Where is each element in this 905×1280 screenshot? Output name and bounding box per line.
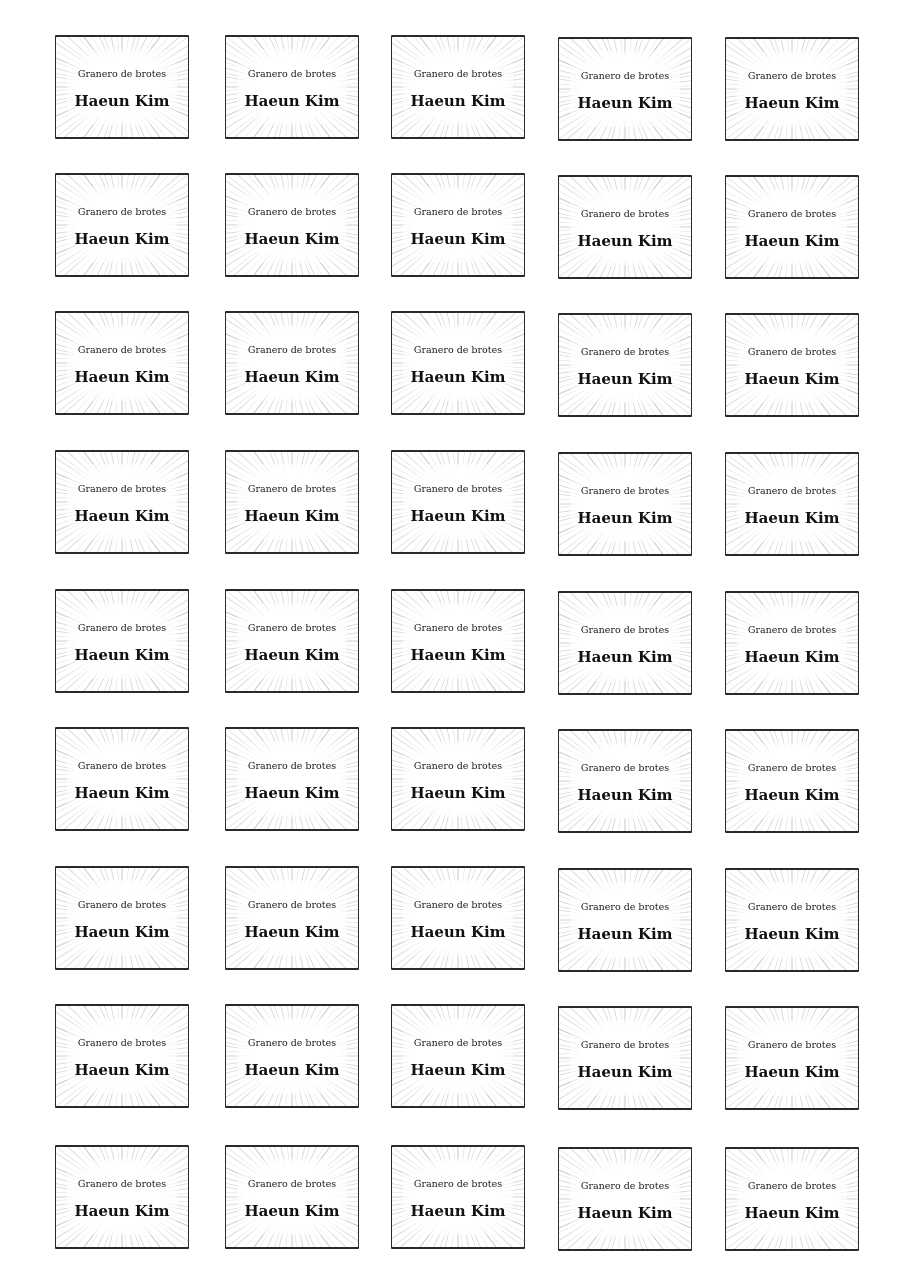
label-subtitle: Granero de brotes <box>580 902 670 913</box>
name-label-card <box>225 727 359 831</box>
label-subtitle: Granero de brotes <box>580 71 670 82</box>
label-name: Haeun Kim <box>244 507 340 525</box>
label-center-glow <box>403 187 514 263</box>
label-name: Haeun Kim <box>410 923 506 941</box>
label-subtitle: Granero de brotes <box>580 209 670 220</box>
label-name: Haeun Kim <box>744 1063 840 1081</box>
label-subtitle: Granero de brotes <box>77 1179 167 1190</box>
label-subtitle: Granero de brotes <box>747 209 837 220</box>
name-label-card <box>725 729 859 833</box>
name-label-card <box>225 450 359 554</box>
label-subtitle: Granero de brotes <box>77 484 167 495</box>
label-name: Haeun Kim <box>74 1202 170 1220</box>
name-label-card <box>55 450 189 554</box>
name-label-card <box>225 1145 359 1249</box>
label-name: Haeun Kim <box>744 925 840 943</box>
label-subtitle: Granero de brotes <box>580 1181 670 1192</box>
name-label-card <box>55 35 189 139</box>
name-label-card <box>55 1145 189 1249</box>
label-subtitle: Granero de brotes <box>413 623 503 634</box>
label-subtitle: Granero de brotes <box>77 207 167 218</box>
name-label-card <box>225 35 359 139</box>
label-name: Haeun Kim <box>744 1204 840 1222</box>
label-center-glow <box>737 51 848 127</box>
label-center-glow <box>737 189 848 265</box>
label-center-glow <box>403 603 514 679</box>
name-label-card <box>558 452 692 556</box>
label-subtitle: Granero de brotes <box>580 763 670 774</box>
label-center-glow <box>570 882 681 958</box>
label-name: Haeun Kim <box>244 92 340 110</box>
label-subtitle: Granero de brotes <box>747 763 837 774</box>
name-label-card <box>558 729 692 833</box>
name-label-card <box>55 589 189 693</box>
label-center-glow <box>67 464 178 540</box>
label-center-glow <box>67 880 178 956</box>
label-center-glow <box>237 187 348 263</box>
label-name: Haeun Kim <box>74 92 170 110</box>
name-label-card <box>225 311 359 415</box>
name-label-card <box>725 313 859 417</box>
label-name: Haeun Kim <box>244 923 340 941</box>
label-name: Haeun Kim <box>577 925 673 943</box>
label-subtitle: Granero de brotes <box>413 345 503 356</box>
label-center-glow <box>237 325 348 401</box>
label-subtitle: Granero de brotes <box>747 902 837 913</box>
name-label-card <box>391 866 525 970</box>
label-subtitle: Granero de brotes <box>247 207 337 218</box>
label-subtitle: Granero de brotes <box>580 625 670 636</box>
label-center-glow <box>403 880 514 956</box>
label-center-glow <box>737 466 848 542</box>
label-center-glow <box>237 1018 348 1094</box>
name-label-card <box>391 1145 525 1249</box>
label-center-glow <box>737 327 848 403</box>
label-subtitle: Granero de brotes <box>747 486 837 497</box>
label-center-glow <box>570 51 681 127</box>
name-label-card <box>225 866 359 970</box>
label-name: Haeun Kim <box>244 1061 340 1079</box>
label-subtitle: Granero de brotes <box>247 1179 337 1190</box>
label-name: Haeun Kim <box>744 94 840 112</box>
label-name: Haeun Kim <box>577 1204 673 1222</box>
label-subtitle: Granero de brotes <box>580 347 670 358</box>
label-subtitle: Granero de brotes <box>413 900 503 911</box>
name-label-card <box>725 591 859 695</box>
label-name: Haeun Kim <box>744 648 840 666</box>
label-center-glow <box>403 464 514 540</box>
label-center-glow <box>737 882 848 958</box>
label-name: Haeun Kim <box>74 1061 170 1079</box>
label-subtitle: Granero de brotes <box>413 484 503 495</box>
name-label-card <box>391 1004 525 1108</box>
label-center-glow <box>237 603 348 679</box>
label-subtitle: Granero de brotes <box>247 761 337 772</box>
name-label-card <box>391 450 525 554</box>
name-label-card <box>391 589 525 693</box>
label-subtitle: Granero de brotes <box>247 623 337 634</box>
label-center-glow <box>570 189 681 265</box>
label-subtitle: Granero de brotes <box>77 69 167 80</box>
label-name: Haeun Kim <box>744 509 840 527</box>
label-name: Haeun Kim <box>744 370 840 388</box>
name-label-card <box>558 868 692 972</box>
label-subtitle: Granero de brotes <box>77 1038 167 1049</box>
label-subtitle: Granero de brotes <box>413 69 503 80</box>
label-name: Haeun Kim <box>410 92 506 110</box>
label-name: Haeun Kim <box>744 232 840 250</box>
label-name: Haeun Kim <box>244 784 340 802</box>
name-label-card <box>725 37 859 141</box>
name-label-card <box>558 1006 692 1110</box>
label-subtitle: Granero de brotes <box>247 69 337 80</box>
name-label-card <box>725 175 859 279</box>
name-label-card <box>558 175 692 279</box>
label-subtitle: Granero de brotes <box>580 486 670 497</box>
label-name: Haeun Kim <box>410 1061 506 1079</box>
label-name: Haeun Kim <box>577 648 673 666</box>
name-label-card <box>558 1147 692 1251</box>
label-center-glow <box>67 325 178 401</box>
name-label-card <box>55 1004 189 1108</box>
name-label-card <box>558 591 692 695</box>
label-center-glow <box>237 1159 348 1235</box>
label-center-glow <box>237 880 348 956</box>
label-subtitle: Granero de brotes <box>247 900 337 911</box>
label-name: Haeun Kim <box>577 232 673 250</box>
label-center-glow <box>403 49 514 125</box>
name-label-card <box>55 173 189 277</box>
label-name: Haeun Kim <box>577 786 673 804</box>
name-label-card <box>725 1006 859 1110</box>
label-center-glow <box>737 1161 848 1237</box>
label-center-glow <box>737 605 848 681</box>
label-subtitle: Granero de brotes <box>247 1038 337 1049</box>
name-label-card <box>225 173 359 277</box>
name-label-card <box>391 35 525 139</box>
name-label-card <box>55 866 189 970</box>
label-name: Haeun Kim <box>410 368 506 386</box>
label-subtitle: Granero de brotes <box>747 71 837 82</box>
name-label-card <box>391 311 525 415</box>
label-name: Haeun Kim <box>410 507 506 525</box>
label-name: Haeun Kim <box>577 509 673 527</box>
label-name: Haeun Kim <box>244 1202 340 1220</box>
label-subtitle: Granero de brotes <box>747 1040 837 1051</box>
name-label-card <box>55 311 189 415</box>
label-name: Haeun Kim <box>410 646 506 664</box>
label-center-glow <box>67 741 178 817</box>
label-center-glow <box>67 603 178 679</box>
name-label-card <box>391 173 525 277</box>
label-name: Haeun Kim <box>74 507 170 525</box>
label-center-glow <box>237 464 348 540</box>
label-center-glow <box>403 1018 514 1094</box>
label-subtitle: Granero de brotes <box>77 345 167 356</box>
label-name: Haeun Kim <box>74 230 170 248</box>
label-subtitle: Granero de brotes <box>413 761 503 772</box>
label-name: Haeun Kim <box>74 784 170 802</box>
label-subtitle: Granero de brotes <box>413 207 503 218</box>
label-subtitle: Granero de brotes <box>247 484 337 495</box>
label-center-glow <box>570 1161 681 1237</box>
label-center-glow <box>570 743 681 819</box>
name-label-card <box>725 1147 859 1251</box>
label-name: Haeun Kim <box>74 646 170 664</box>
name-label-card <box>225 1004 359 1108</box>
label-center-glow <box>737 1020 848 1096</box>
label-subtitle: Granero de brotes <box>247 345 337 356</box>
name-label-card <box>725 452 859 556</box>
label-name: Haeun Kim <box>410 230 506 248</box>
label-name: Haeun Kim <box>577 94 673 112</box>
label-subtitle: Granero de brotes <box>77 761 167 772</box>
label-center-glow <box>403 1159 514 1235</box>
label-center-glow <box>237 741 348 817</box>
label-center-glow <box>570 327 681 403</box>
name-label-card <box>725 868 859 972</box>
label-center-glow <box>67 49 178 125</box>
label-name: Haeun Kim <box>744 786 840 804</box>
name-label-card <box>225 589 359 693</box>
label-center-glow <box>403 325 514 401</box>
label-center-glow <box>570 1020 681 1096</box>
label-center-glow <box>570 466 681 542</box>
label-center-glow <box>67 187 178 263</box>
label-subtitle: Granero de brotes <box>747 1181 837 1192</box>
label-subtitle: Granero de brotes <box>413 1179 503 1190</box>
label-center-glow <box>570 605 681 681</box>
label-subtitle: Granero de brotes <box>77 900 167 911</box>
label-name: Haeun Kim <box>74 923 170 941</box>
label-center-glow <box>67 1159 178 1235</box>
label-name: Haeun Kim <box>577 370 673 388</box>
label-name: Haeun Kim <box>410 784 506 802</box>
name-label-card <box>391 727 525 831</box>
label-name: Haeun Kim <box>244 646 340 664</box>
label-center-glow <box>237 49 348 125</box>
label-center-glow <box>737 743 848 819</box>
label-subtitle: Granero de brotes <box>580 1040 670 1051</box>
name-label-card <box>558 37 692 141</box>
label-center-glow <box>67 1018 178 1094</box>
label-center-glow <box>403 741 514 817</box>
label-name: Haeun Kim <box>410 1202 506 1220</box>
label-subtitle: Granero de brotes <box>77 623 167 634</box>
label-subtitle: Granero de brotes <box>413 1038 503 1049</box>
name-label-card <box>558 313 692 417</box>
label-name: Haeun Kim <box>74 368 170 386</box>
label-name: Haeun Kim <box>244 230 340 248</box>
label-name: Haeun Kim <box>577 1063 673 1081</box>
name-label-card <box>55 727 189 831</box>
label-name: Haeun Kim <box>244 368 340 386</box>
label-subtitle: Granero de brotes <box>747 625 837 636</box>
label-subtitle: Granero de brotes <box>747 347 837 358</box>
